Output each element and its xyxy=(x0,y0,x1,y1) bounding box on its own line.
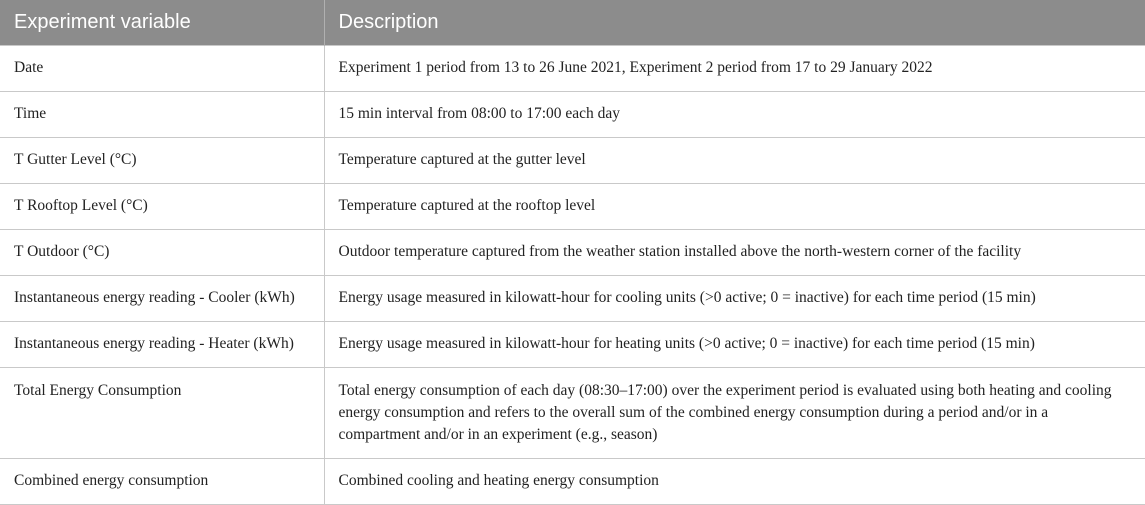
variable-cell: Total Energy Consumption xyxy=(0,367,324,458)
variable-cell: Instantaneous energy reading - Cooler (kWh) xyxy=(0,275,324,321)
header-description: Description xyxy=(324,0,1145,45)
description-cell: 15 min interval from 08:00 to 17:00 each day xyxy=(324,91,1145,137)
variable-cell: Instantaneous energy reading - Heater (kWh) xyxy=(0,321,324,367)
variable-cell: T Rooftop Level (°C) xyxy=(0,183,324,229)
table-row xyxy=(0,367,1145,458)
variable-cell: Date xyxy=(0,45,324,91)
description-cell: Energy usage measured in kilowatt-hour for heating units (>0 active; 0 = inactive) for each time period (15 min) xyxy=(324,321,1145,367)
table-header xyxy=(0,0,1145,45)
table-row xyxy=(0,229,1145,275)
description-cell: Total energy consumption of each day (08:30–17:00) over the experiment period is evaluated using both heating and cooling energy consumption and refers to the overall sum of the combined energy consumption during a period and/or in a compartment and/or in an experiment (e.g., season) xyxy=(324,367,1145,458)
variable-cell: T Gutter Level (°C) xyxy=(0,137,324,183)
variable-cell: Combined energy consumption xyxy=(0,458,324,504)
description-cell: Combined cooling and heating energy consumption xyxy=(324,458,1145,504)
table-row xyxy=(0,45,1145,91)
description-cell: Energy usage measured in kilowatt-hour for cooling units (>0 active; 0 = inactive) for each time period (15 min) xyxy=(324,275,1145,321)
description-cell: Outdoor temperature captured from the weather station installed above the north-western corner of the facility xyxy=(324,229,1145,275)
table-row xyxy=(0,321,1145,367)
header-row xyxy=(0,0,1145,45)
description-cell: Experiment 1 period from 13 to 26 June 2021, Experiment 2 period from 17 to 29 January 2022 xyxy=(324,45,1145,91)
description-cell: Temperature captured at the rooftop level xyxy=(324,183,1145,229)
header-experiment-variable: Experiment variable xyxy=(0,0,324,45)
table-row xyxy=(0,458,1145,504)
table-row xyxy=(0,91,1145,137)
table-row xyxy=(0,183,1145,229)
table-row xyxy=(0,275,1145,321)
variable-cell: Time xyxy=(0,91,324,137)
variable-cell: T Outdoor (°C) xyxy=(0,229,324,275)
table-row xyxy=(0,137,1145,183)
description-cell: Temperature captured at the gutter level xyxy=(324,137,1145,183)
table-body xyxy=(0,45,1145,504)
